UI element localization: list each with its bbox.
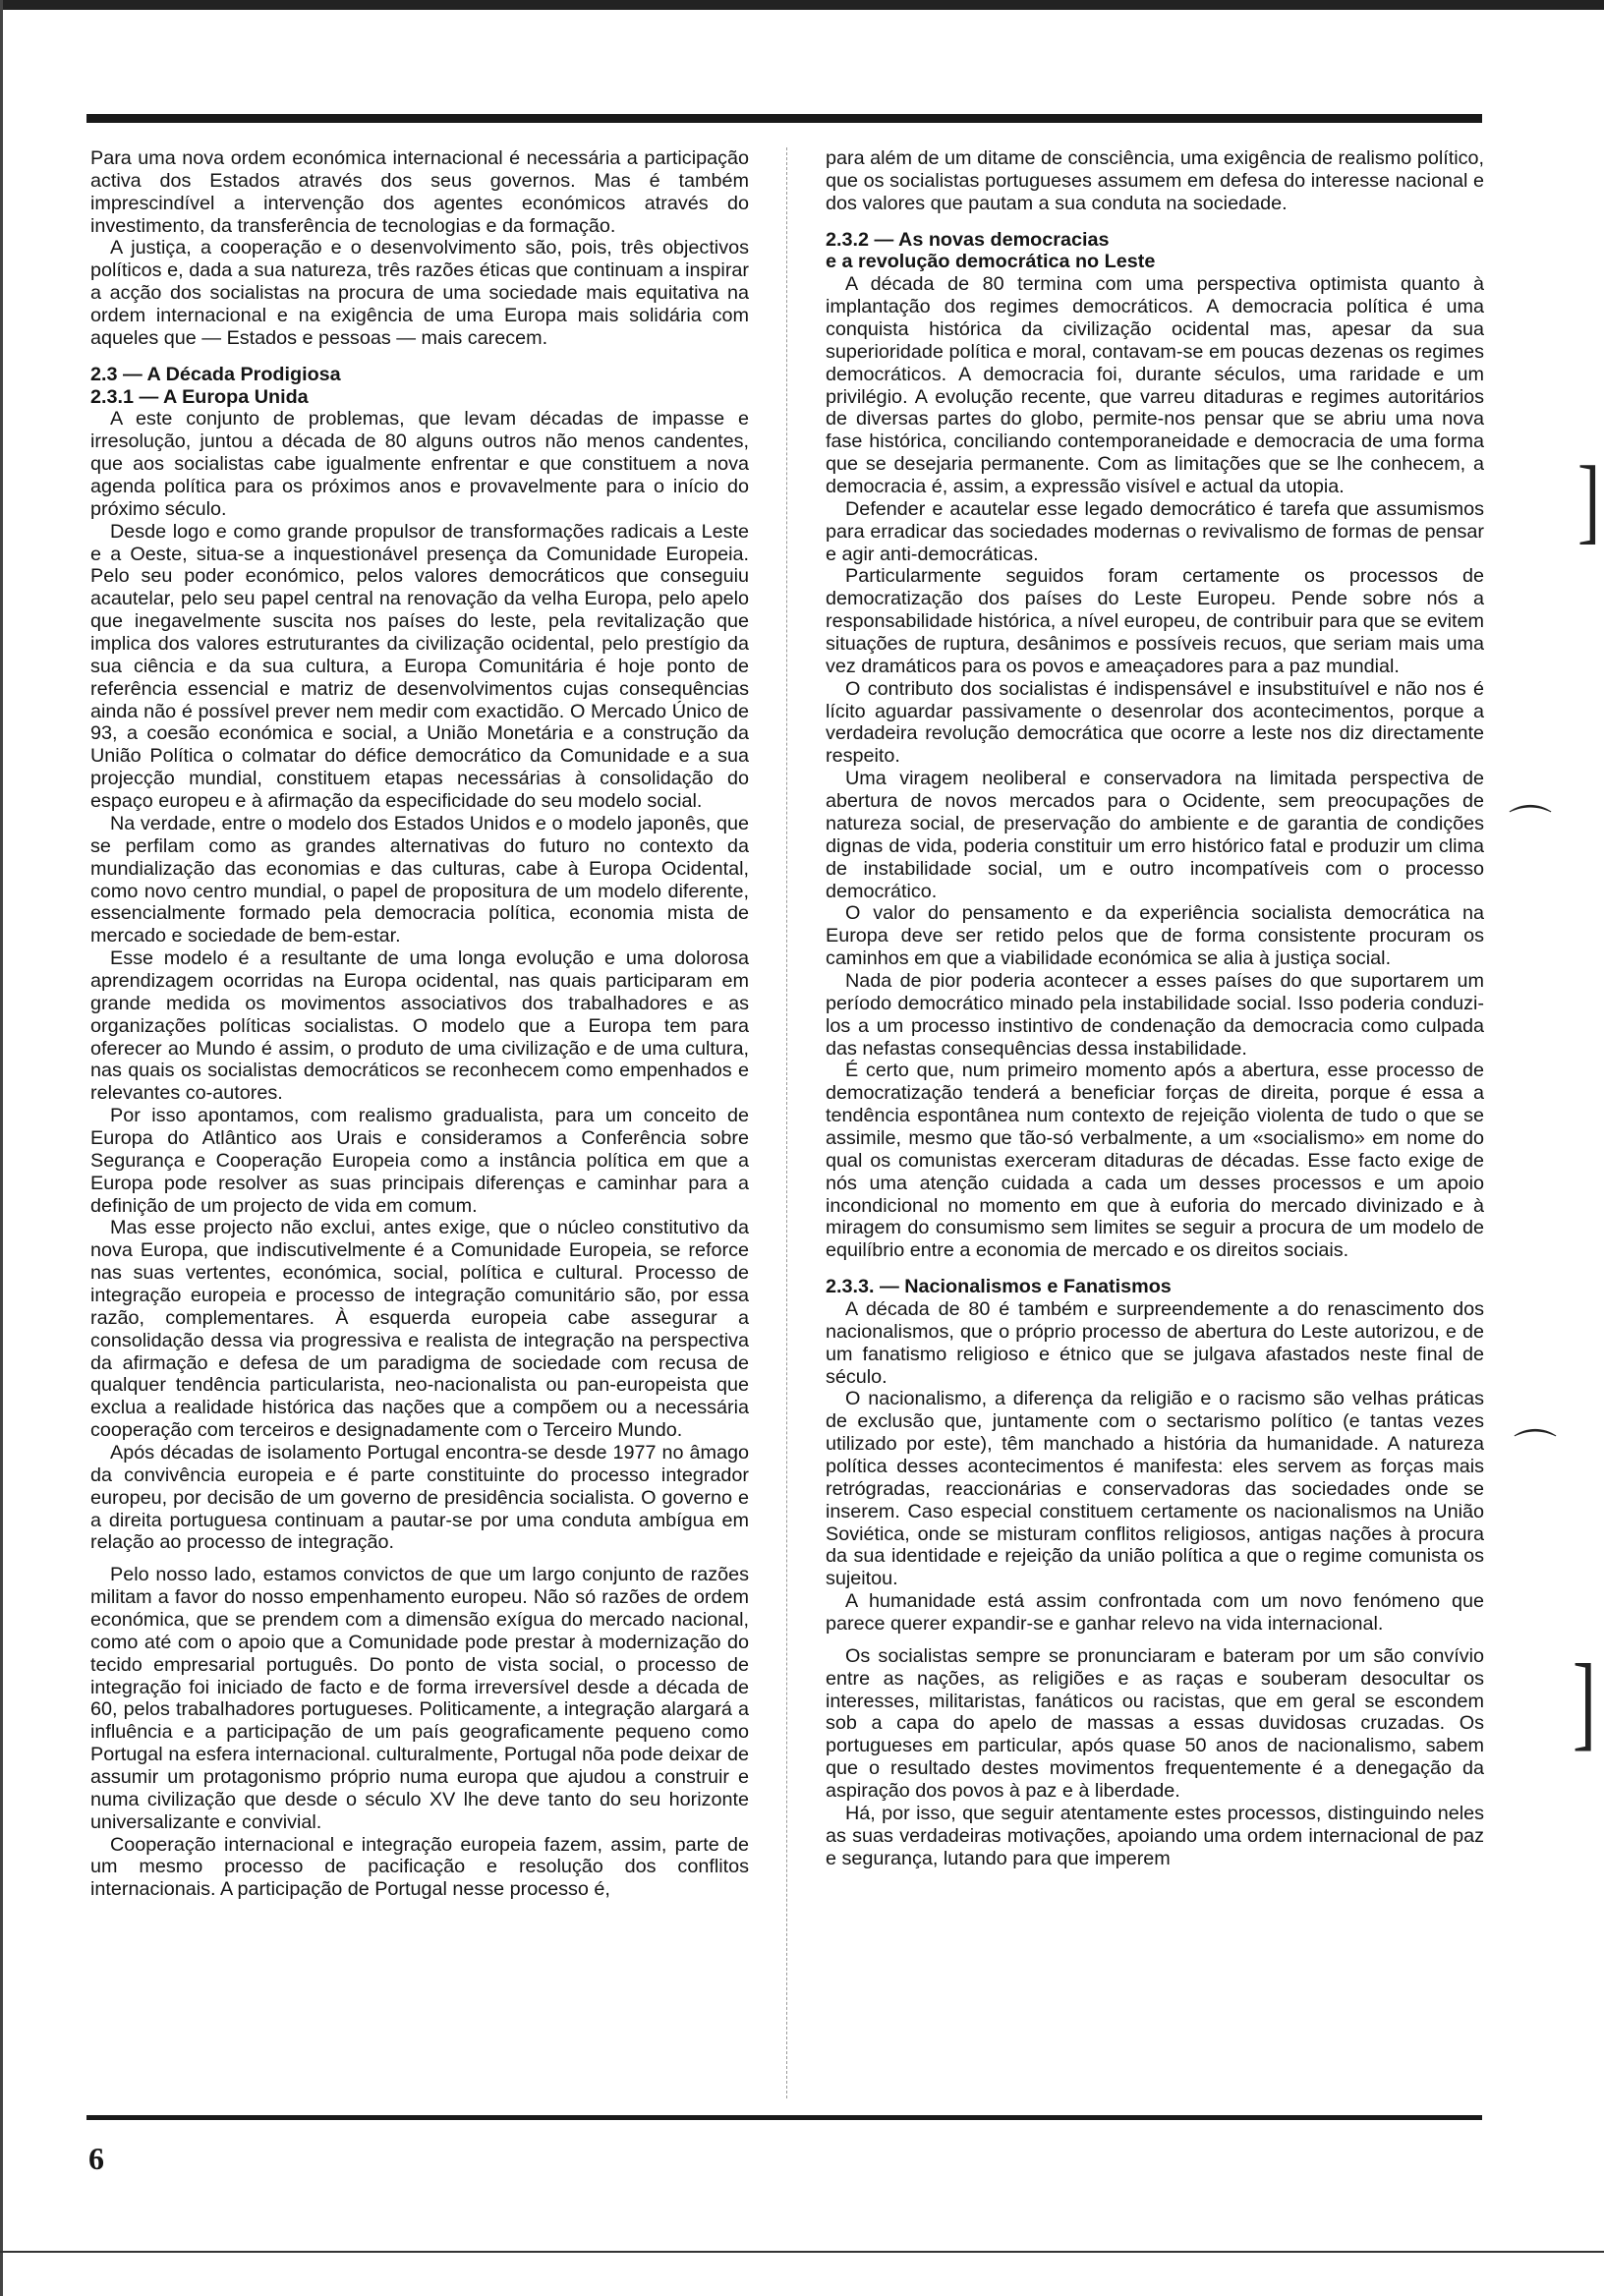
body-paragraph: É certo que, num primeiro momento após a abertura, esse processo de democratização tenderá a beneficiar forças de direita, porque é essa a tendência espontânea num contexto de rejeição violenta de tudo o que se assimile, mesmo que tão-só verbalmente, a um «socialismo» em nome do qual os comunistas exerceram ditaduras de décadas. Esse facto exige de nós uma atenção cuidada a cada um desses processos e um apoio incondicional no momento em que à euforia do mercado divinizado e à miragem do consumismo sem limites se seguir a procura de um modelo de equilíbrio entre a economia de mercado e os direitos sociais. <box>826 1060 1484 1262</box>
body-paragraph: para além de um ditame de consciência, uma exigência de realismo político, que os socialistas portugueses assumem em defesa do interesse nacional e dos valores que pautam a sua conduta na sociedade. <box>826 147 1484 214</box>
body-paragraph: Desde logo e como grande propulsor de transformações radicais a Leste e a Oeste, situa-se a inquestionável presença da Comunidade Europeia. Pelo seu poder económico, pelos valores democráticos que conseguiu acautelar, pelo seu papel central na renovação da velha Europa, pelo apelo que inegavelmente suscita nos países do leste, pela revitalização que implica dos valores estruturantes da civilização ocidental, pelo prestígio da sua ciência e da sua cultura, a Europa Comunitária é hoje ponto de referência essencial e matriz de desenvolvimentos cujas consequências ainda não é possível prever nem medir com exactidão. O Mercado Único de 93, a coesão económica e social, a União Monetária e a construção da União Política o colmatar do défice democrático da Comunidade e a sua projecção mundial, constituem etapas necessárias à consolidação do espaço europeu e à afirmação da especificidade do seu modelo social. <box>90 520 749 813</box>
section-heading: 2.3 — A Década Prodigiosa <box>90 363 341 385</box>
bottom-rule <box>86 2115 1482 2120</box>
margin-bracket-mark: ] <box>1573 1641 1596 1760</box>
body-paragraph: Mas esse projecto não exclui, antes exige, que o núcleo constitutivo da nova Europa, que indiscutivelmente é a Comunidade Europeia, se reforce nas suas vertentes, económica, social, política e cultural. Processo de integração europeia e processo de integração comunitário são, por essa razão, complementares. À esquerda europeia cabe assegurar a consolidação dessa via progressiva e realista de integração na perspectiva da afirmação e defesa de um paradigma de sociedade com recusa de qualquer tendência particularista, neo-nacionalista ou pan-europeista que exclua a realidade histórica das nações que a compõem ou a necessária cooperação com terceiros e designadamente com o Terceiro Mundo. <box>90 1217 749 1442</box>
top-rule <box>86 114 1482 123</box>
section-heading: 2.3.3. — Nacionalismos e Fanatismos <box>826 1276 1172 1298</box>
body-paragraph: Cooperação internacional e integração europeia fazem, assim, parte de um mesmo processo de pacificação e resolução dos conflitos internacionais. A participação de Portugal nesse processo é, <box>90 1833 749 1901</box>
body-paragraph: O valor do pensamento e da experiência socialista democrática na Europa deve ser retido pelos que de forma consistente procuram os caminhos em que a viabilidade económica se alia à justiça social. <box>826 902 1484 970</box>
section-heading: 2.3.2 — As novas democracias <box>826 228 1110 251</box>
body-paragraph: A década de 80 termina com uma perspectiva optimista quanto à implantação dos regimes democráticos. A democracia política é uma conquista histórica da civilização ocidental mas, apesar da sua superioridade política e moral, contavam-se em poucas dezenas os regimes democráticos. A democracia foi, durante séculos, uma raridade e um privilégio. A evolução recente, que varreu ditaduras e regimes autoritários de diversas partes do globo, permite-nos pensar que se abriu uma nova fase histórica, conciliando contemporaneidade e democracia de uma forma que se desejaria permanente. Com as limitações que se lhe conhecem, a democracia é, assim, a expressão visível e actual da utopia. <box>826 273 1484 498</box>
body-paragraph: Defender e acautelar esse legado democrático é tarefa que assumismos para erradicar das sociedades modernas o revivalismo de formas de pensar e agir anti-democráticas. <box>826 497 1484 565</box>
margin-pencil-mark: ⌒ <box>1514 1427 1557 1475</box>
section-heading: e a revolução democrática no Leste <box>826 251 1156 273</box>
body-paragraph: A este conjunto de problemas, que levam décadas de impasse e irresolução, juntou a década de 80 alguns outros não menos candentes, que aos socialistas cabe igualmente enfrentar e que constituem a nova agenda política para os próximos anos e provavelmente para o início do próximo século. <box>90 408 749 520</box>
left-column <box>90 147 749 1901</box>
body-paragraph: Na verdade, entre o modelo dos Estados Unidos e o modelo japonês, que se perfilam como as grandes alternativas do futuro no contexto da mundialização das economias e das culturas, cabe à Europa Ocidental, como novo centro mundial, o papel de propositura de um modelo diferente, essencialmente formado pela democracia política, economia mista de mercado e sociedade de bem-estar. <box>90 812 749 947</box>
section-heading: 2.3.1 — A Europa Unida <box>90 385 309 408</box>
body-paragraph: Para uma nova ordem económica internacional é necessária a participação activa dos Estados através dos seus governos. Mas é também imprescindível a intervenção dos agentes económicos através do investimento, da transferência de tecnologias e da formação. <box>90 147 749 237</box>
body-paragraph: Uma viragem neoliberal e conservadora na limitada perspectiva de abertura de novos mercados para o Ocidente, sem preocupações de natureza social, de preservação do ambiente e de garantia de condições dignas de vida, poderia constituir um erro histórico fatal e produzir um clima de instabilidade social, um e outro incompatíveis com o processo democrático. <box>826 768 1484 902</box>
body-paragraph: Há, por isso, que seguir atentamente estes processos, distinguindo neles as suas verdadeiras motivações, apoiando uma ordem internacional de paz e segurança, lutando para que imperem <box>826 1802 1484 1869</box>
column-divider <box>786 147 787 2098</box>
body-paragraph: A justiça, a cooperação e o desenvolvimento são, pois, três objectivos políticos e, dada a sua natureza, três razões éticas que continuam a inspirar a acção dos socialistas na procura de uma sociedade mais equitativa na ordem internacional e na exigência de uma Europa mais solidária com aqueles que — Estados e pessoas — mais carecem. <box>90 237 749 349</box>
body-paragraph: Esse modelo é a resultante de uma longa evolução e uma dolorosa aprendizagem ocorridas na Europa ocidental, nas quais participaram em grande medida os movimentos associativos dos trabalhadores e as organizações políticas socialistas. O modelo que a Europa tem para oferecer ao Mundo é assim, o produto de uma civilização e de uma cultura, nas quais os socialistas democráticos se reconhecem como empenhados e relevantes co-autores. <box>90 947 749 1105</box>
body-paragraph: Pelo nosso lado, estamos convictos de que um largo conjunto de razões militam a favor do nosso empenhamento europeu. Não só razões de ordem económica, que se prendem com a dimensão exígua do mercado nacional, como até com o apoio que a Comunidade pode prestar à modernização do tecido empresarial português. Do ponto de vista social, o processo de integração foi iniciado de facto e de forma irreversível desde a década de 60, pelos trabalhadores portugueses. Politicamente, a integração alargará a influência e a participação de um país geograficamente pequeno como Portugal na esfera internacional. culturalmente, Portugal nõa pode deixar de assumir um protagonismo próprio numa europa que ajudou a construir e numa civilização que desde o século XV lhe deve tanto do seu horizonte universalizante e convivial. <box>90 1564 749 1833</box>
body-paragraph: O contributo dos socialistas é indispensável e insubstituível e não nos é lícito aguardar passivamente o desenrolar dos acontecimentos, porque a verdadeira revolução democrática que ocorre a leste nos diz directamente respeito. <box>826 677 1484 768</box>
body-paragraph: Particularmente seguidos foram certamente os processos de democratização dos países do Leste Europeu. Pende sobre nós a responsabilidade histórica, a nível europeu, de contribuir para que se evitem situações de ruptura, desânimos e possíveis recuos, que seriam mais uma vez dramáticos para os povos e ameaçadores para a paz mundial. <box>826 565 1484 677</box>
body-paragraph: O nacionalismo, a diferença da religião e o racismo são velhas práticas de exclusão que, juntamente com o sectarismo político (e tantas vezes utilizado por este), têm manchado a história da humanidade. A natureza política desses acontecimentos é manifesta: eles servem as forças mais retrógradas, reaccionárias e conservadoras das sociedades onde se inserem. Caso especial constituem certamente os nacionalismos na União Soviética, onde se misturam conflitos religiosos, antigas nações à procura da sua identidade e rejeição da união política a que o regime comunista os sujeitou. <box>826 1388 1484 1590</box>
body-paragraph: A década de 80 é também e surpreendemente a do renascimento dos nacionalismos, que o próprio processo de abertura do Leste autorizou, e de um fanatismo religioso e étnico que se julgava afastados neste final de século. <box>826 1297 1484 1388</box>
body-paragraph: Após décadas de isolamento Portugal encontra-se desde 1977 no âmago da convivência europeia e é parte constituinte do processo integrador europeu, por decisão de um governo de presidência socialista. O governo e a direita portuguesa continuam a pautar-se por uma conduta ambígua em relação ao processo de integração. <box>90 1441 749 1554</box>
scan-bottom-edge <box>0 2251 1604 2253</box>
body-paragraph: Por isso apontamos, com realismo gradualista, para um conceito de Europa do Atlântico aos Urais e consideramos a Conferência sobre Segurança e Cooperação Europeia como a instância política em que a Europa pode resolver as suas principais diferenças e caminhar para a definição de um projecto de vida em comum. <box>90 1105 749 1217</box>
body-paragraph: A humanidade está assim confrontada com um novo fenómeno que parece querer expandir-se e ganhar relevo na vida internacional. <box>826 1590 1484 1635</box>
right-column <box>826 147 1484 1869</box>
scan-left-edge <box>0 0 3 2296</box>
page-number: 6 <box>88 2141 104 2176</box>
margin-pencil-mark: ⌒ <box>1509 803 1552 851</box>
margin-bracket-mark: ] <box>1577 447 1601 554</box>
body-paragraph: Os socialistas sempre se pronunciaram e bateram por um são convívio entre as nações, as religiões e as raças e souberam desocultar os interesses, militaristas, fanáticos ou racistas, que em geral se escondem sob a capa do apelo de massas a essas duvidosas cruzadas. Os portugueses em particular, após quase 50 anos de nacionalismo, sabem que o resultado destes movimentos frequentemente é a denegação da aspiração dos povos à paz e à liberdade. <box>826 1644 1484 1803</box>
scan-top-edge <box>0 0 1604 10</box>
body-paragraph: Nada de pior poderia acontecer a esses países do que suportarem um período democrático minado pela instabilidade social. Isso poderia conduzi-los a um processo instintivo de condenação da democracia como culpada das nefastas consequências dessa instabilidade. <box>826 969 1484 1060</box>
